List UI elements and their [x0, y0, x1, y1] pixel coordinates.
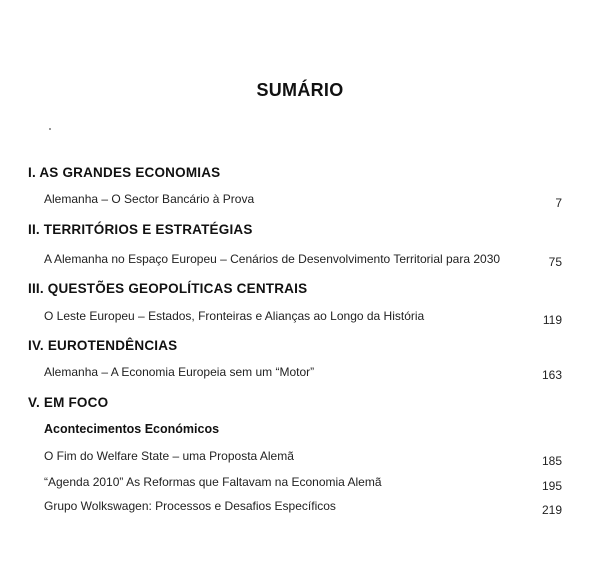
toc-entry-title[interactable]: Grupo Wolkswagen: Processos e Desafios Específicos [44, 499, 336, 513]
toc-entry-title[interactable]: O Fim do Welfare State – uma Proposta Alemã [44, 449, 294, 463]
toc-entry-page: 75 [548, 255, 562, 269]
toc-entry-title[interactable]: A Alemanha no Espaço Europeu – Cenários de Desenvolvimento Territorial para 2030 [44, 252, 501, 266]
toc-entry-page: 163 [541, 368, 562, 382]
section-heading-5: V. EM FOCO [28, 395, 109, 410]
subsection-heading: Acontecimentos Económicos [44, 422, 220, 436]
toc-entry-page: 7 [555, 196, 562, 210]
toc-entry-title[interactable]: “Agenda 2010” As Reformas que Faltavam na Economia Alemã [44, 475, 382, 489]
section-heading-2: II. TERRITÓRIOS E ESTRATÉGIAS [28, 222, 253, 237]
toc-entry-title[interactable]: O Leste Europeu – Estados, Fronteiras e Alianças ao Longo da História [44, 309, 425, 323]
page-title: SUMÁRIO [256, 80, 344, 100]
toc-entry-title[interactable]: Alemanha – A Economia Europeia sem um “Motor” [44, 365, 315, 379]
toc-entry-page: 219 [541, 503, 562, 517]
section-heading-1: I. AS GRANDES ECONOMIAS [28, 165, 221, 180]
section-heading-3: III. QUESTÕES GEOPOLÍTICAS CENTRAIS [28, 281, 308, 296]
toc-entry-page: 119 [542, 313, 562, 327]
scan-speck [49, 128, 51, 130]
toc-entry-page: 195 [541, 479, 562, 493]
toc-entry-page: 185 [541, 454, 562, 468]
toc-entry-title[interactable]: Alemanha – O Sector Bancário à Prova [44, 192, 255, 206]
section-heading-4: IV. EUROTENDÊNCIAS [28, 338, 178, 353]
